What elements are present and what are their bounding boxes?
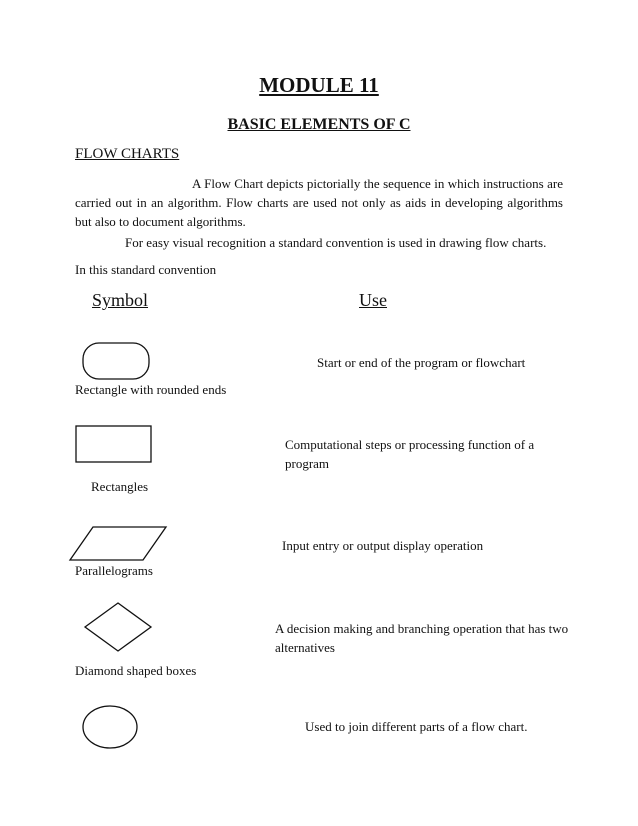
use-circle-connector: Used to join different parts of a flow chart. xyxy=(305,719,528,734)
rounded-rectangle-symbol xyxy=(83,343,149,379)
use-column-header: Use xyxy=(359,290,387,310)
use-rectangle: Computational steps or processing function of a program xyxy=(285,437,535,471)
standard-convention-text: In this standard convention xyxy=(75,262,217,277)
symbol-column-header: Symbol xyxy=(92,290,149,310)
intro-paragraph: A Flow Chart depicts pictorially the sequence in which instructions are carried out in an algorithm. Flow charts are used not only as aids in developing algorithms but also to document algorithms. xyxy=(75,176,563,229)
use-rounded-rectangle: Start or end of the program or flowchart xyxy=(317,355,526,370)
rectangle-symbol xyxy=(76,426,151,462)
parallelogram-symbol xyxy=(70,527,166,560)
use-parallelogram: Input entry or output display operation xyxy=(282,538,484,553)
label-parallelogram: Parallelograms xyxy=(75,563,153,578)
section-heading: FLOW CHARTS xyxy=(75,146,180,162)
module-title: MODULE 11 xyxy=(259,73,379,97)
label-rounded-rectangle: Rectangle with rounded ends xyxy=(75,382,227,397)
convention-paragraph: For easy visual recognition a standard convention is used in drawing flow charts. xyxy=(125,235,547,250)
circle-connector-symbol xyxy=(83,706,137,748)
use-diamond: A decision making and branching operation that has two alternatives xyxy=(275,621,569,655)
diamond-symbol xyxy=(85,603,151,651)
subtitle: BASIC ELEMENTS OF C xyxy=(227,116,411,133)
label-rectangle: Rectangles xyxy=(91,479,149,494)
label-diamond: Diamond shaped boxes xyxy=(75,663,197,678)
